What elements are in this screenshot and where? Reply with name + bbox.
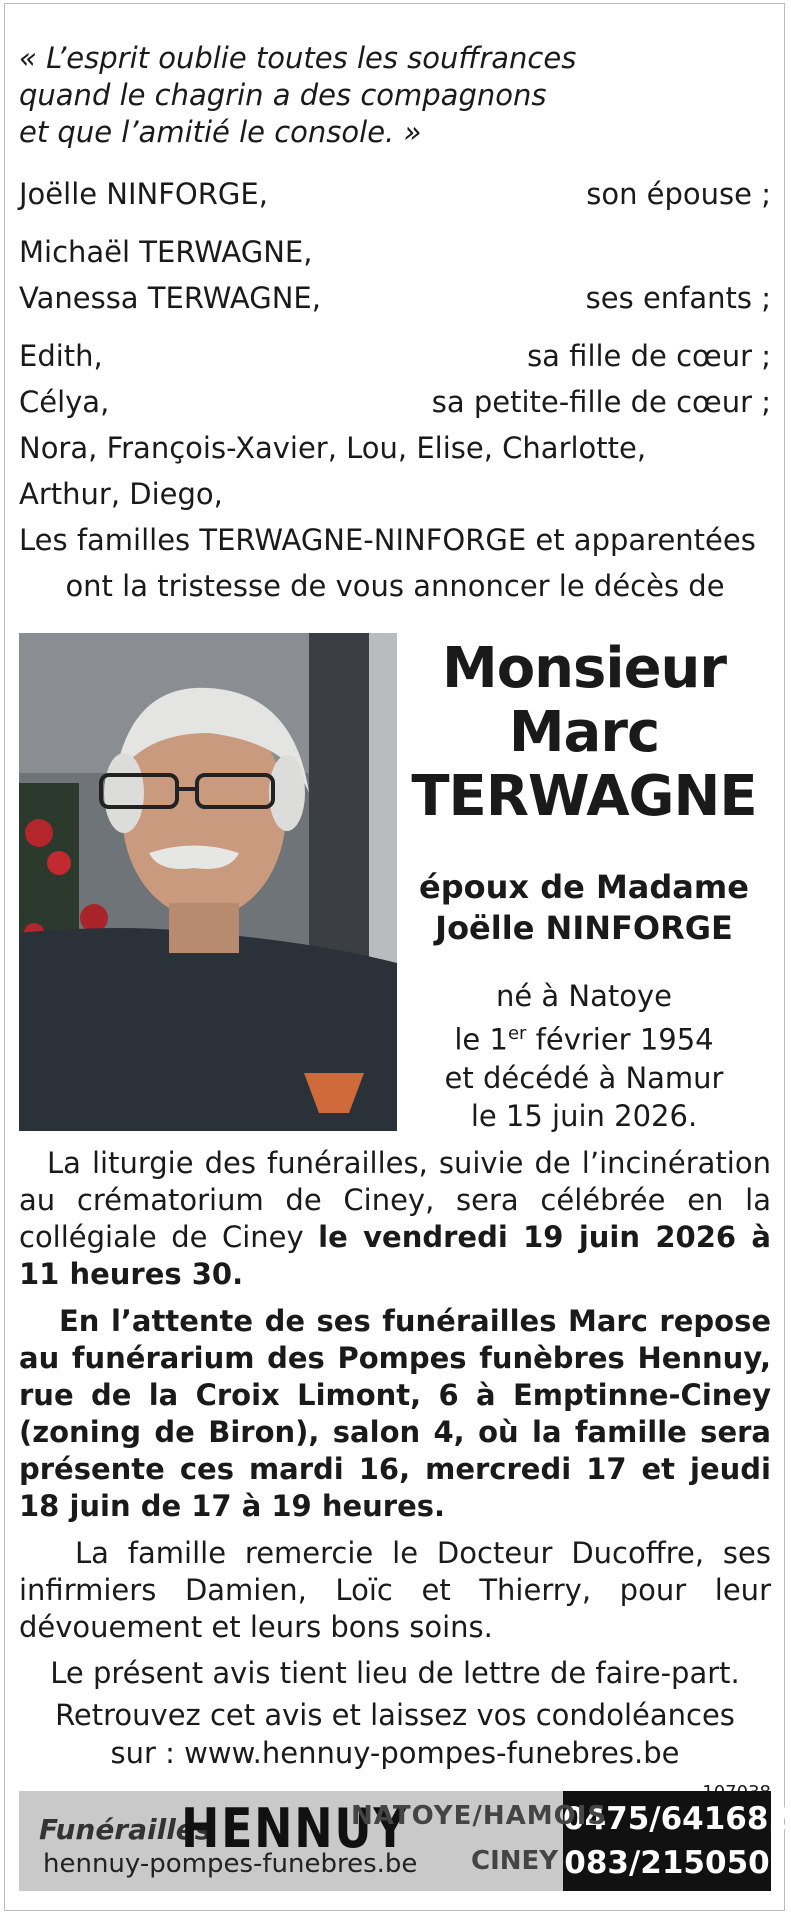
banner-funerailles: Funérailles [39, 1813, 212, 1846]
epigraph-quote [19, 40, 771, 151]
birth-date-day: le 1 [454, 1022, 508, 1057]
quote-line: quand le chagrin a des compagnons [19, 78, 547, 112]
family-others: Nora, François-Xavier, Lou, Elise, Charlotte, [19, 431, 647, 465]
family-row-heart-daughter [19, 333, 771, 379]
liturgy-text: La liturgie des funérailles, suivie de l’incinération au crématorium de Ciney, sera célébrée en la collégiale de Ciney [19, 1145, 771, 1254]
family-relatives: Les familles TERWAGNE-NINFORGE et apparentées [19, 523, 756, 557]
announcement-line: ont la tristesse de vous annoncer le décès de [65, 569, 725, 603]
family-role: sa petite-fille de cœur ; [431, 385, 771, 419]
family-role: son épouse ; [586, 177, 771, 211]
family-role: sa fille de cœur ; [527, 339, 771, 373]
quote-line: et que l’amitié le console. » [19, 115, 422, 149]
obituary-content [19, 40, 771, 1803]
deceased-dates [397, 977, 771, 1135]
death-date: le 15 juin 2026. [470, 1098, 698, 1133]
family-role: ses enfants ; [585, 281, 771, 315]
online-line: Retrouvez cet avis et laissez vos condoléances [55, 1697, 735, 1732]
funeral-home-banner [19, 1791, 791, 1891]
family-name: Michaël TERWAGNE, [19, 235, 313, 269]
deceased-photo [19, 633, 397, 1131]
family-row-spouse [19, 171, 771, 217]
online-url: sur : www.hennuy-pompes-funebres.be [110, 1735, 680, 1770]
banner-city: CINEY [471, 1846, 559, 1876]
birth-place: né à Natoye [495, 979, 672, 1013]
family-name: Edith, [19, 339, 103, 373]
spouse-line: époux de Madame [419, 868, 749, 906]
phone-number: 083/215050 [564, 1845, 770, 1881]
notice-line: Le présent avis tient lieu de lettre de faire-part. [50, 1655, 740, 1690]
family-name: Célya, [19, 385, 110, 419]
deceased-block [19, 633, 771, 1135]
deceased-last-name: TERWAGNE [411, 764, 757, 829]
banner-brand-logo: HENNUY [181, 1797, 409, 1860]
banner-city: NATOYE/HAMOIS [351, 1801, 608, 1831]
family-name: Vanessa TERWAGNE, [19, 281, 321, 315]
funerarium-paragraph: En l’attente de ses funérailles Marc repose au funérarium des Pompes funèbres Hennuy, rue de la Croix Limont, 6 à Emptinne-Ciney (zoning de Biron), salon 4, où la famille sera présente ces mardi 16, mercredi 17 et jeudi 18 juin de 17 à 19 heures. [19, 1303, 771, 1523]
banner-url: hennuy-pompes-funebres.be [43, 1849, 418, 1879]
phone-number: 0475/641682 [563, 1801, 791, 1837]
birth-date-month-year: février 1954 [526, 1022, 714, 1057]
deceased-title: Monsieur [441, 636, 727, 701]
birth-date [397, 1015, 771, 1059]
deceased-details [397, 633, 771, 1135]
liturgy-date: le vendredi 19 juin 2026 à 11 heures 30. [19, 1219, 772, 1291]
family-name: Joëlle NINFORGE, [19, 177, 268, 211]
family-row-children [19, 275, 771, 321]
deceased-first-name: Marc [508, 700, 660, 765]
thanks-paragraph: La famille remercie le Docteur Ducoffre, ses infirmiers Damien, Loïc et Thierry, pour leur dévouement et leurs bons soins. [19, 1535, 771, 1644]
family-row-heart-granddaughter [19, 379, 771, 425]
deceased-spouse [397, 867, 771, 949]
death-place: et décédé à Namur [444, 1060, 724, 1095]
liturgy-paragraph [19, 1145, 771, 1293]
birth-date-suffix: er [507, 1023, 527, 1044]
quote-line: « L’esprit oublie toutes les souffrances [19, 41, 577, 75]
banner-left [19, 1791, 608, 1891]
family-others: Arthur, Diego, [19, 477, 223, 511]
spouse-line: Joëlle NINFORGE [435, 909, 733, 947]
